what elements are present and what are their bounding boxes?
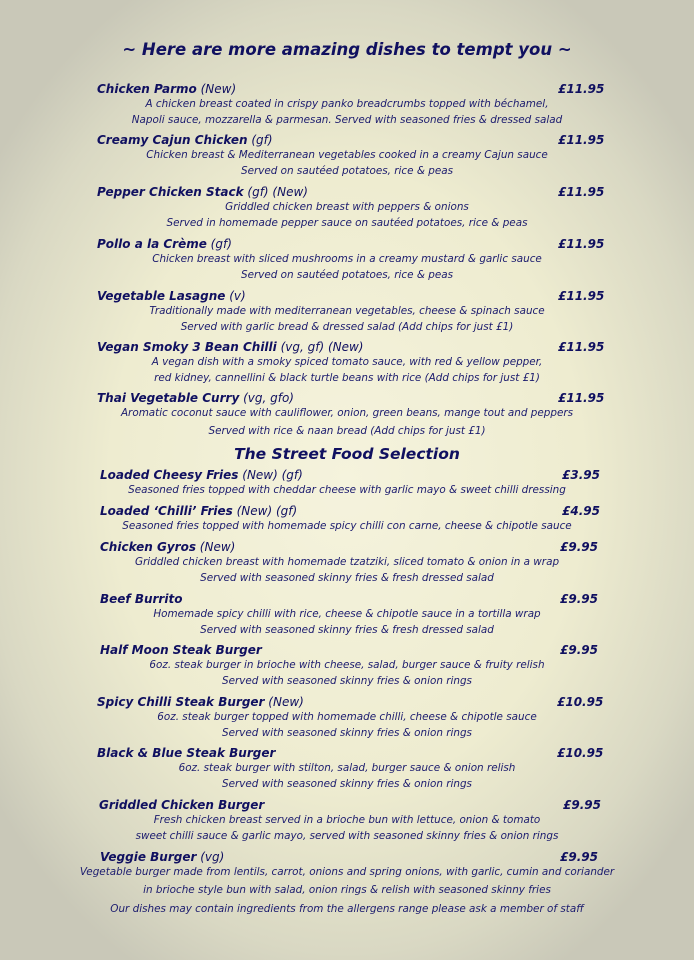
dish-price: £9.95 bbox=[560, 850, 598, 864]
dish-description: Served with seasoned skinny fries & fresh dressed salad bbox=[200, 572, 494, 584]
dish-title: Creamy Cajun Chicken bbox=[97, 133, 248, 147]
dish-title: Vegan Smoky 3 Bean Chilli bbox=[97, 340, 277, 354]
dish-price: £3.95 bbox=[562, 468, 600, 482]
dish-name bbox=[97, 695, 304, 709]
dietary-tag: (v) bbox=[225, 289, 246, 303]
dish-title: Spicy Chilli Steak Burger bbox=[97, 695, 265, 709]
dish-name bbox=[100, 592, 182, 606]
dish-description: Griddled chicken breast with homemade tzatziki, sliced tomato & onion in a wrap bbox=[134, 556, 560, 568]
dish-name bbox=[100, 540, 235, 554]
dish-price: £9.95 bbox=[563, 798, 601, 812]
dish-name bbox=[100, 643, 262, 657]
street-food-heading: The Street Food Selection bbox=[234, 445, 460, 463]
dietary-tag: (vg, gf) (New) bbox=[276, 340, 364, 354]
dish-price: £4.95 bbox=[562, 504, 600, 518]
dish-title: Loaded ‘Chilli’ Fries bbox=[100, 504, 233, 518]
dish-description: Traditionally made with mediterranean vegetables, cheese & spinach sauce bbox=[149, 305, 545, 317]
dish-description: Seasoned fries topped with homemade spicy chilli con carne, cheese & chipotle sauce bbox=[122, 520, 572, 532]
dish-price: £11.95 bbox=[558, 82, 605, 96]
dish-description: Served with seasoned skinny fries & onion rings bbox=[222, 675, 472, 687]
dish-description: Homemade spicy chilli with rice, cheese & chipotle sauce in a tortilla wrap bbox=[153, 608, 541, 620]
dietary-tag: (New) (gf) bbox=[238, 468, 303, 482]
dish-title: Beef Burrito bbox=[100, 592, 183, 606]
dietary-tag: (gf) (New) bbox=[243, 185, 308, 199]
dish-price: £11.95 bbox=[558, 237, 605, 251]
dish-description: Napoli sauce, mozzarella & parmesan. Served with seasoned fries & dressed salad bbox=[131, 114, 563, 126]
dietary-tag: (gf) bbox=[206, 237, 232, 251]
dietary-tag: (New) bbox=[264, 695, 304, 709]
dish-description: Served with garlic bread & dressed salad (Add chips for just £1) bbox=[180, 321, 514, 333]
dish-description: 6oz. steak burger topped with homemade chilli, cheese & chipotle sauce bbox=[157, 711, 537, 723]
dish-title: Griddled Chicken Burger bbox=[99, 798, 265, 812]
dish-description: Seasoned fries topped with cheddar cheese with garlic mayo & sweet chilli dressing bbox=[128, 484, 566, 496]
dish-name bbox=[97, 185, 308, 199]
dish-name bbox=[97, 237, 232, 251]
dish-description: A chicken breast coated in crispy panko breadcrumbs topped with béchamel, bbox=[145, 98, 549, 110]
dish-price: £9.95 bbox=[560, 643, 598, 657]
dish-description: Served with seasoned skinny fries & onion rings bbox=[222, 727, 472, 739]
dish-description: A vegan dish with a smoky spiced tomato sauce, with red & yellow pepper, bbox=[151, 356, 543, 368]
dish-title: Half Moon Steak Burger bbox=[100, 643, 262, 657]
dish-price: £9.95 bbox=[560, 592, 598, 606]
dietary-tag: (vg, gfo) bbox=[239, 391, 294, 405]
main-heading: ~ Here are more amazing dishes to tempt you ~ bbox=[122, 40, 572, 59]
dish-description: Served on sautéed potatoes, rice & peas bbox=[240, 269, 454, 281]
dish-price: £11.95 bbox=[558, 185, 605, 199]
dish-price: £11.95 bbox=[558, 133, 605, 147]
dish-description: Aromatic coconut sauce with cauliflower, onion, green beans, mange tout and peppers bbox=[120, 407, 574, 419]
dish-title: Chicken Parmo bbox=[97, 82, 197, 96]
allergen-note: Our dishes may contain ingredients from the allergens range please ask a member of staff bbox=[110, 903, 584, 915]
dish-name bbox=[97, 391, 294, 405]
dish-name bbox=[100, 468, 303, 482]
dietary-tag: (New) bbox=[196, 82, 237, 96]
dish-description: Chicken breast with sliced mushrooms in a creamy mustard & garlic sauce bbox=[152, 253, 542, 265]
dish-name bbox=[97, 133, 273, 147]
dish-description: 6oz. steak burger in brioche with cheese, salad, burger sauce & fruity relish bbox=[149, 659, 545, 671]
dish-title: Vegetable Lasagne bbox=[97, 289, 226, 303]
dish-description: Served with seasoned skinny fries & onion rings bbox=[222, 778, 472, 790]
dietary-tag: (vg) bbox=[196, 850, 225, 864]
dish-description: Fresh chicken breast served in a brioche bun with lettuce, onion & tomato bbox=[153, 814, 541, 826]
dish-title: Chicken Gyros bbox=[100, 540, 196, 554]
dish-description: Served with rice & naan bread (Add chips for just £1) bbox=[208, 425, 486, 437]
dish-name bbox=[97, 82, 236, 96]
dish-price: £11.95 bbox=[558, 340, 605, 354]
dish-description: sweet chilli sauce & garlic mayo, served with seasoned skinny fries & onion rings bbox=[135, 830, 559, 842]
dish-description: Served with seasoned skinny fries & fresh dressed salad bbox=[200, 624, 494, 636]
dish-name bbox=[99, 798, 264, 812]
dish-price: £10.95 bbox=[557, 695, 604, 709]
dish-title: Black & Blue Steak Burger bbox=[97, 746, 276, 760]
dish-title: Pollo a la Crème bbox=[97, 237, 207, 251]
dish-title: Veggie Burger bbox=[100, 850, 197, 864]
dish-description: Served in homemade pepper sauce on sautéed potatoes, rice & peas bbox=[166, 217, 528, 229]
dietary-tag: (New) bbox=[195, 540, 236, 554]
dietary-tag: (gf) bbox=[247, 133, 273, 147]
dish-price: £9.95 bbox=[560, 540, 598, 554]
dish-description: Chicken breast & Mediterranean vegetables cooked in a creamy Cajun sauce bbox=[146, 149, 548, 161]
dish-price: £11.95 bbox=[558, 289, 605, 303]
dish-title: Thai Vegetable Curry bbox=[97, 391, 240, 405]
dish-price: £10.95 bbox=[557, 746, 604, 760]
dish-description: red kidney, cannellini & black turtle beans with rice (Add chips for just £1) bbox=[154, 372, 540, 384]
dish-description: Served on sautéed potatoes, rice & peas bbox=[240, 165, 454, 177]
dish-name bbox=[97, 746, 275, 760]
dish-description: in brioche style bun with salad, onion rings & relish with seasoned skinny fries bbox=[143, 884, 551, 896]
dish-name bbox=[97, 289, 246, 303]
dish-description: Griddled chicken breast with peppers & onions bbox=[225, 201, 469, 213]
dish-price: £11.95 bbox=[558, 391, 605, 405]
dish-description: Vegetable burger made from lentils, carrot, onions and spring onions, with garlic, cumin and coriander bbox=[79, 866, 615, 878]
dish-title: Loaded Cheesy Fries bbox=[100, 468, 239, 482]
dish-description: 6oz. steak burger with stilton, salad, burger sauce & onion relish bbox=[178, 762, 516, 774]
dish-name bbox=[97, 340, 363, 354]
dish-name bbox=[100, 850, 224, 864]
dish-name bbox=[100, 504, 297, 518]
dietary-tag: (New) (gf) bbox=[232, 504, 298, 518]
dish-title: Pepper Chicken Stack bbox=[97, 185, 244, 199]
